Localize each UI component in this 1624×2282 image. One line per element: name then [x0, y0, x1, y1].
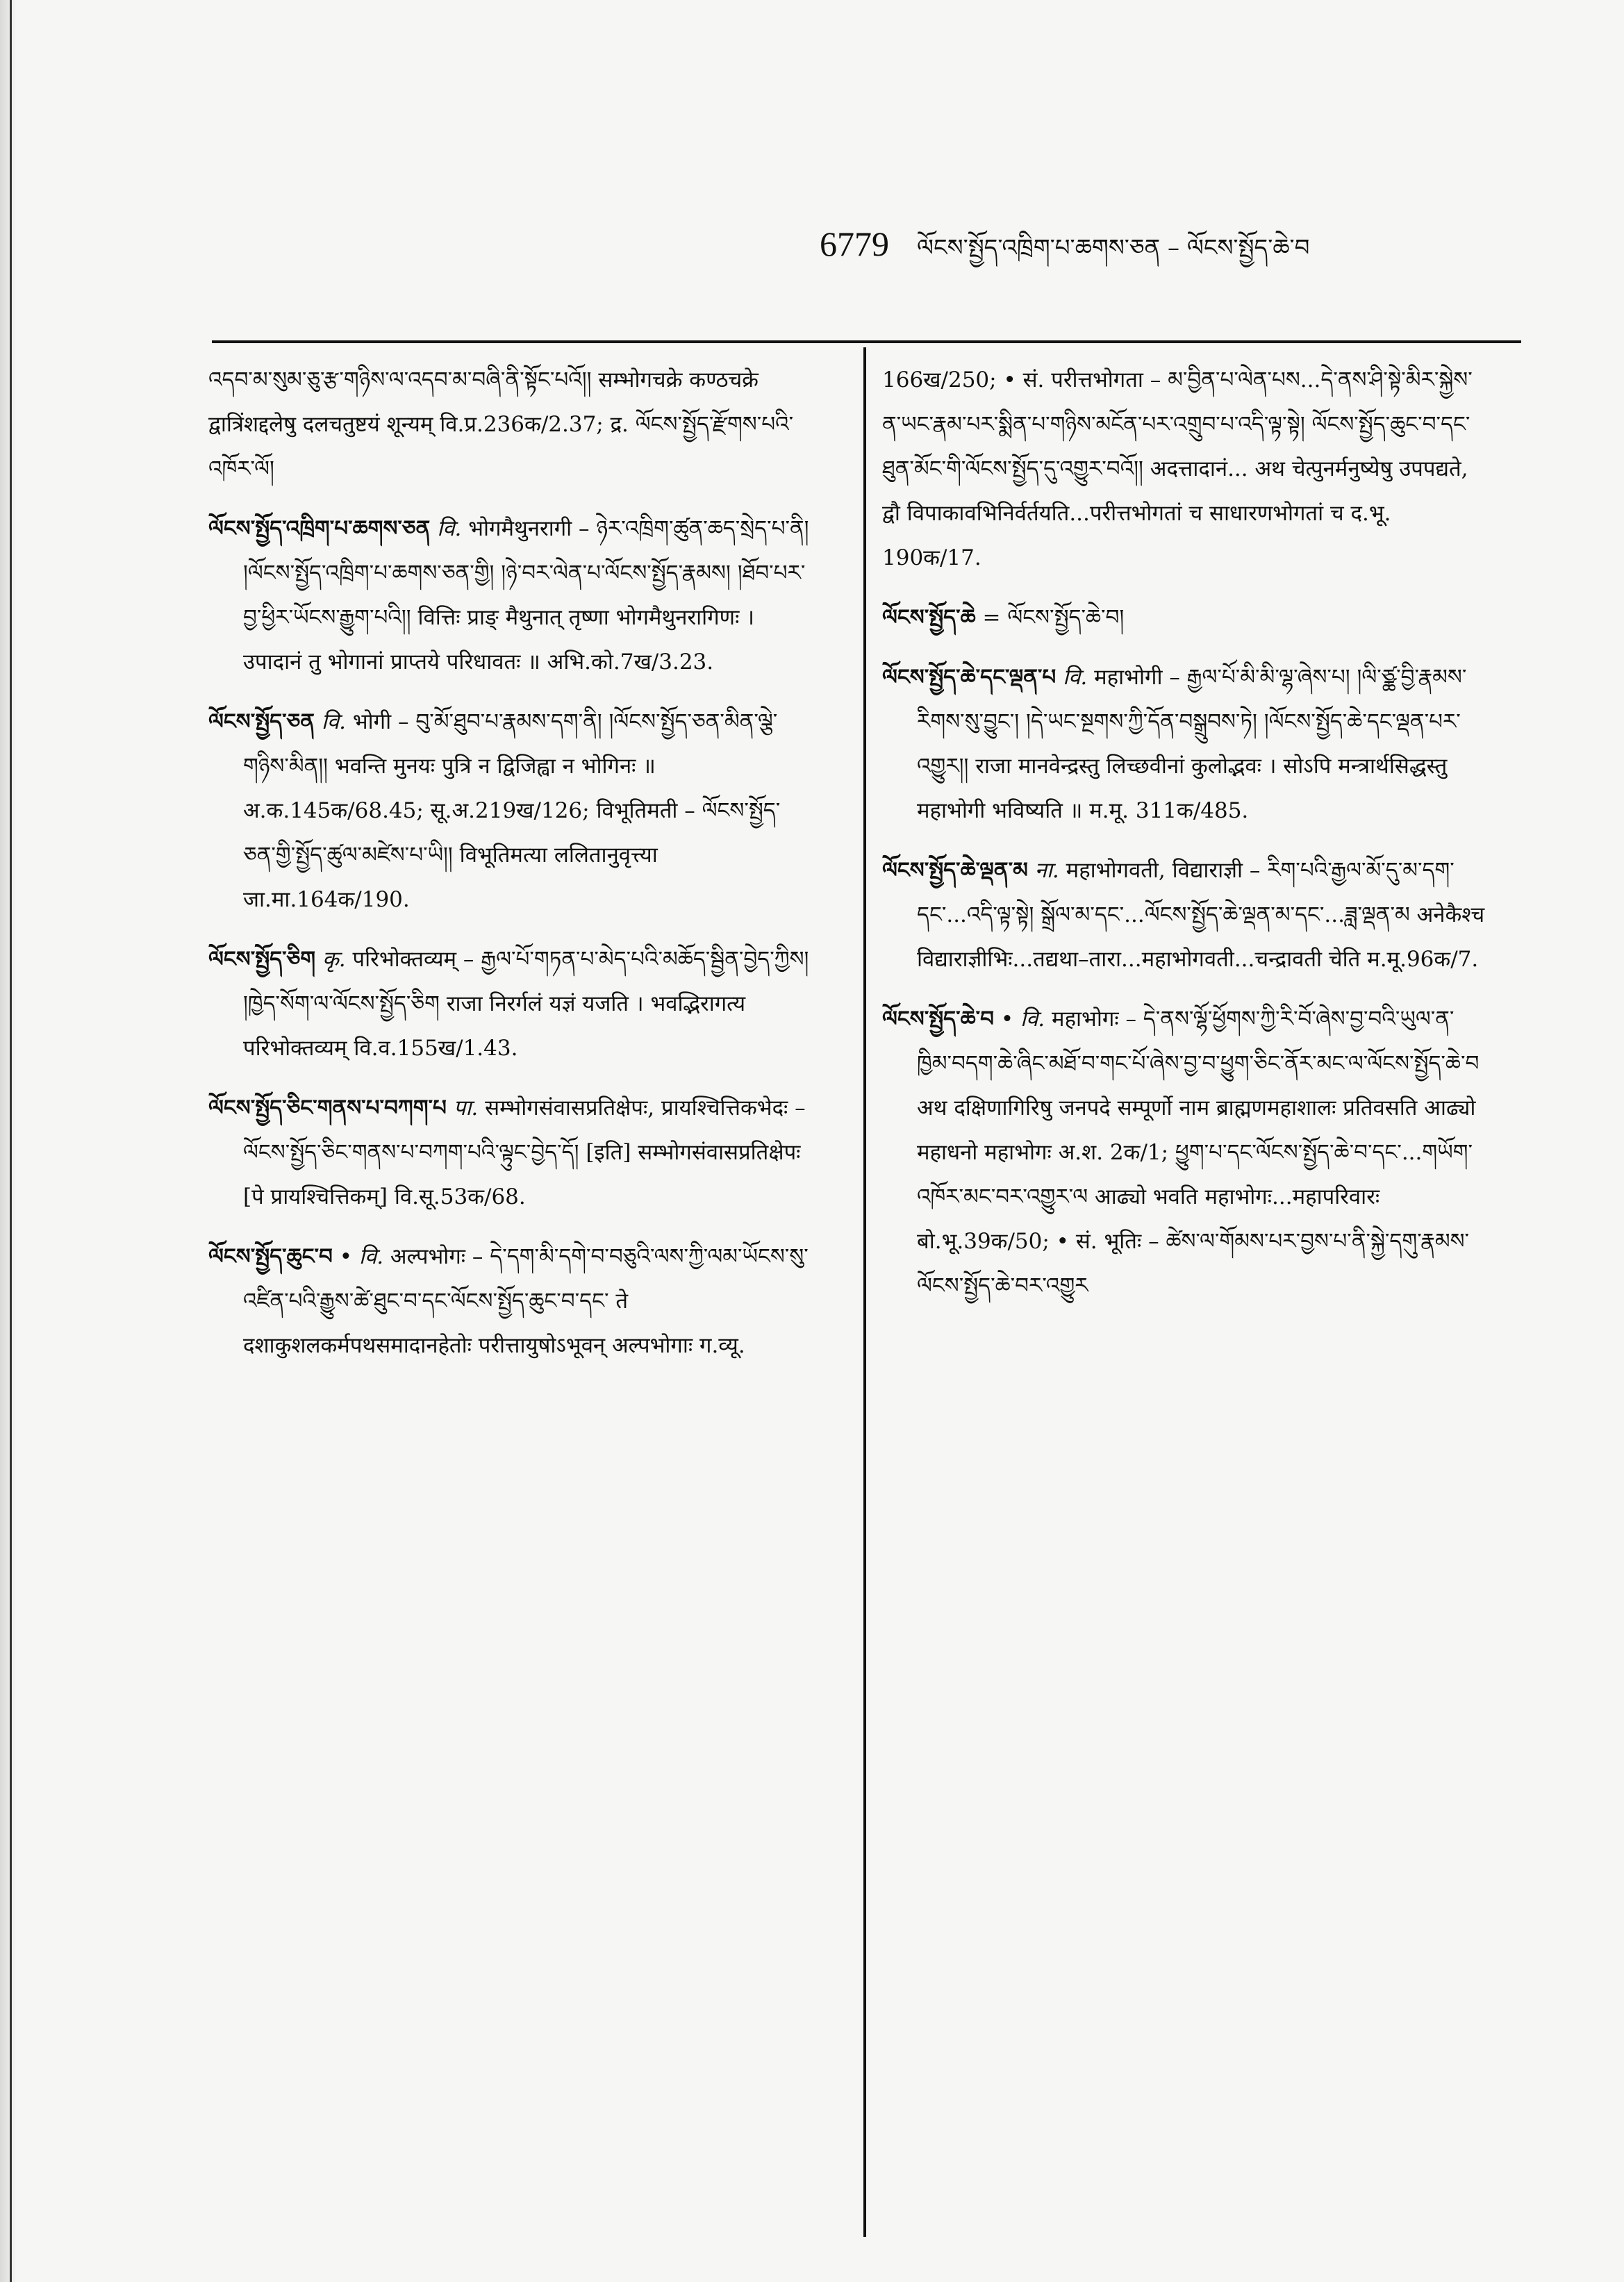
- entry-text: འདབ་མ་སུམ་ཅུ་རྩ་གཉིས་ལ་འདབ་མ་བཞི་ནི་སྟོང་པའོ།། सम्भोगचक्रे कण्ठचक्रे द्वात्रिंशद्दलेषु दलचतुष्टयं शून्यम् वि.प्र.236क/2.37; द्र. ལོངས་སྤྱོད་རྫོགས་པའི་འཁོར་ལོ།: [208, 367, 794, 481]
- entry-headword: ལོངས་སྤྱོད་ཆེ: [882, 605, 976, 630]
- entry-text: अल्पभोगः – དེ་དག་མི་དགེ་བ་བཅུའི་ལས་ཀྱི་ལམ་ཡོངས་སུ་འཛིན་པའི་རྒྱུས་ཚེ་ཐུང་བ་དང་ལོངས་སྤྱོད་ཆུང་བ་དང་ ते दशाकुशलकर्मपथसमादानहेतोः परीत्तायुषोऽभूवन् अल्पभोगाः ग.व्यू.: [243, 1244, 809, 1358]
- binding-edge-line: [10, 0, 12, 2282]
- entry-headword: ལོངས་སྤྱོད་ཆུང་བ: [208, 1244, 333, 1269]
- entry-grammar: पा.: [453, 1095, 479, 1121]
- entry-grammar: कृ.: [322, 947, 346, 972]
- dictionary-entry: [208, 358, 813, 491]
- dictionary-entry: [208, 700, 813, 922]
- entry-headword: ལོངས་སྤྱོད་ཆེ་ལྡན་མ: [882, 858, 1028, 883]
- page-header: [820, 221, 1528, 283]
- dictionary-entry: [882, 997, 1486, 1308]
- entry-text: महाभोगी – རྒྱལ་པོ་མི་མི་ལྷ་ཞེས་པ། །ལི་ཙྪ་བྱི་རྣམས་རིགས་སུ་བྱུང་། །དེ་ཡང་སྔགས་ཀྱི་དོན་བསྒྲུབས་ཏེ། །ལོངས་སྤྱོད་ཆེ་དང་ལྡན་པར་འགྱུར།། राजा मानवेन्द्रस्तु लिच्छवीनां कुलोद्भवः । सोऽपि मन्त्रार्थसिद्धस्तु महाभोगी भविष्यति ॥ म.मू. 311क/485.: [917, 665, 1467, 823]
- entry-text: सम्भोगसंवासप्रतिक्षेपः, प्रायश्चित्तिकभेदः – ལོངས་སྤྱོད་ཅིང་གནས་པ་བཀག་པའི་ལྟུང་བྱེད་དོ། [इति] सम्भोगसंवासप्रतिक्षेपः [पे प्रायश्चित्तिकम्] वि.सू.53क/68.: [243, 1095, 806, 1209]
- entry-text: 166ख/250; • सं. परीत्तभोगता – མ་བྱིན་པ་ལེན་པས...དེ་ནས་ཤི་སྟེ་མིར་སྐྱེས་ན་ཡང་རྣམ་པར་སྨིན་པ་གཉིས་མངོན་པར་འགྲུབ་པ་འདི་ལྟ་སྟེ། ལོངས་སྤྱོད་ཆུང་བ་དང་ཐུན་མོང་གི་ལོངས་སྤྱོད་དུ་འགྱུར་བའོ།། अदत्तादानं... अथ चेत्पुनर्मनुष्येषु उपपद्यते, द्वौ विपाकावभिनिर्वर्तयति...परीत्तभोगतां च साधारणभोगतां च द.भू. 190क/17.: [882, 367, 1473, 570]
- right-column: [882, 358, 1486, 2233]
- dictionary-entry: [882, 595, 1486, 640]
- entry-text: महाभोगः – དེ་ནས་ལྷོ་ཕྱོགས་ཀྱི་རི་བོ་ཞེས་བྱ་བའི་ཡུལ་ན་ཁྱིམ་བདག་ཆེ་ཞིང་མཐོ་བ་གང་པོ་ཞེས་བྱ་བ་ཕྱུག་ཅིང་ནོར་མང་ལ་ལོངས་སྤྱོད་ཆེ་བ अथ दक्षिणागिरिषु जनपदे सम्पूर्णो नाम ब्राह्मणमहाशालः प्रतिवसति आढ्यो महाधनो महाभोगः अ.श. 2क/1; ཕྱུག་པ་དང་ལོངས་སྤྱོད་ཆེ་བ་དང་...གཡོག་འཁོར་མང་བར་འགྱུར་ལ आढ्यो भवति महाभोगः...महापरिवारः बो.भू.39क/50; • सं. भूतिः – ཚེས་ལ་གོམས་པར་བྱས་པ་ནི་སྐྱེ་དགུ་རྣམས་ལོངས་སྤྱོད་ཆེ་བར་འགྱུར: [917, 1007, 1480, 1298]
- entry-headword: ལོངས་སྤྱོད་ཆེ་བ: [882, 1007, 995, 1032]
- entry-headword: ལོངས་སྤྱོད་ཅན: [208, 709, 315, 734]
- header-rule: [212, 340, 1521, 343]
- entry-text: भोगमैथुनरागी – ཉེར་འཁྲིག་ཚུན་ཆད་སྲེད་པ་ནི། །ལོངས་སྤྱོད་འཁྲིག་པ་ཆགས་ཅན་གྱི། །ཉེ་བར་ལེན་པ་ལོངས་སྤྱོད་རྣམས། །ཐོབ་པར་བྱ་ཕྱིར་ཡོངས་རྒྱུག་པའི།། वित्तिः प्राङ् मैथुनात् तृष्णा भोगमैथुनरागिणः । उपादानं तु भोगानां प्राप्तये परिधावतः ॥ अभि.को.7ख/3.23.: [243, 516, 809, 675]
- column-divider: [863, 347, 866, 2237]
- dictionary-entry: [208, 1086, 813, 1219]
- entry-grammar: वि.: [1063, 665, 1088, 690]
- entry-text: महाभोगवती, विद्याराज्ञी – རིག་པའི་རྒྱལ་མོ་དུ་མ་དག་དང་...འདི་ལྟ་སྟེ། སྒྲོལ་མ་དང་...ལོངས་སྤྱོད་ཆེ་ལྡན་མ་དང་...ཟླ་ལྡན་མ अनेकैश्च विद्याराज्ञीभिः...तद्यथा–तारा...महाभोगवती...चन्द्रावती चेति म.मू.96क/7.: [917, 858, 1485, 972]
- dictionary-entry: [882, 358, 1486, 580]
- left-column: [208, 358, 813, 2233]
- dictionary-entry: [882, 848, 1486, 982]
- dictionary-entry: [208, 937, 813, 1070]
- page-number: 6779: [820, 224, 889, 263]
- page-spine-edge: [0, 0, 17, 2282]
- entry-text: भोगी – བུ་མོ་ཐུབ་པ་རྣམས་དག་ནི། །ལོངས་སྤྱོད་ཅན་མིན་ལྕེ་གཉིས་མིན།། भवन्ति मुनयः पुत्रि न द्विजिह्वा न भोगिनः ॥ अ.क.145क/68.45; सू.अ.219ख/126; विभूतिमती – ལོངས་སྤྱོད་ཅན་གྱི་སྤྱོད་ཚུལ་མཛེས་པ་ཡི།། विभूतिमत्या ललितानुवृत्त्या जा.मा.164क/190.: [243, 709, 781, 912]
- entry-text: परिभोक्तव्यम् – རྒྱལ་པོ་གཏན་པ་མེད་པའི་མཆོད་སྦྱིན་བྱེད་ཀྱིས། །ཁྱེད་སོག་ལ་ལོངས་སྤྱོད་ཅིག राजा निरर्गलं यज्ञं यजति । भवद्भिरागत्य परिभोक्तव्यम् वि.व.155ख/1.43.: [243, 947, 809, 1061]
- dictionary-entry: [208, 1234, 813, 1368]
- entry-grammar: ना.: [1034, 858, 1059, 883]
- running-head: ལོངས་སྤྱོད་འཁྲིག་པ་ཆགས་ཅན – ལོངས་སྤྱོད་ཆེ་བ: [917, 234, 1310, 262]
- dictionary-entry: [882, 655, 1486, 833]
- entry-headword: ལོངས་སྤྱོད་འཁྲིག་པ་ཆགས་ཅན: [208, 516, 431, 541]
- entry-grammar: • वि.: [1000, 1007, 1045, 1032]
- entry-grammar: वि.: [437, 516, 462, 541]
- entry-grammar: • वि.: [339, 1244, 384, 1269]
- entry-text: = ལོངས་སྤྱོད་ཆེ་བ།: [982, 605, 1125, 630]
- entry-headword: ལོངས་སྤྱོད་ཅིག: [208, 947, 316, 972]
- entry-grammar: वि.: [321, 709, 346, 734]
- entry-headword: ལོངས་སྤྱོད་ཅིང་གནས་པ་བཀག་པ: [208, 1095, 447, 1121]
- dictionary-entry: [208, 506, 813, 684]
- entry-headword: ལོངས་སྤྱོད་ཆེ་དང་ལྡན་པ: [882, 665, 1057, 690]
